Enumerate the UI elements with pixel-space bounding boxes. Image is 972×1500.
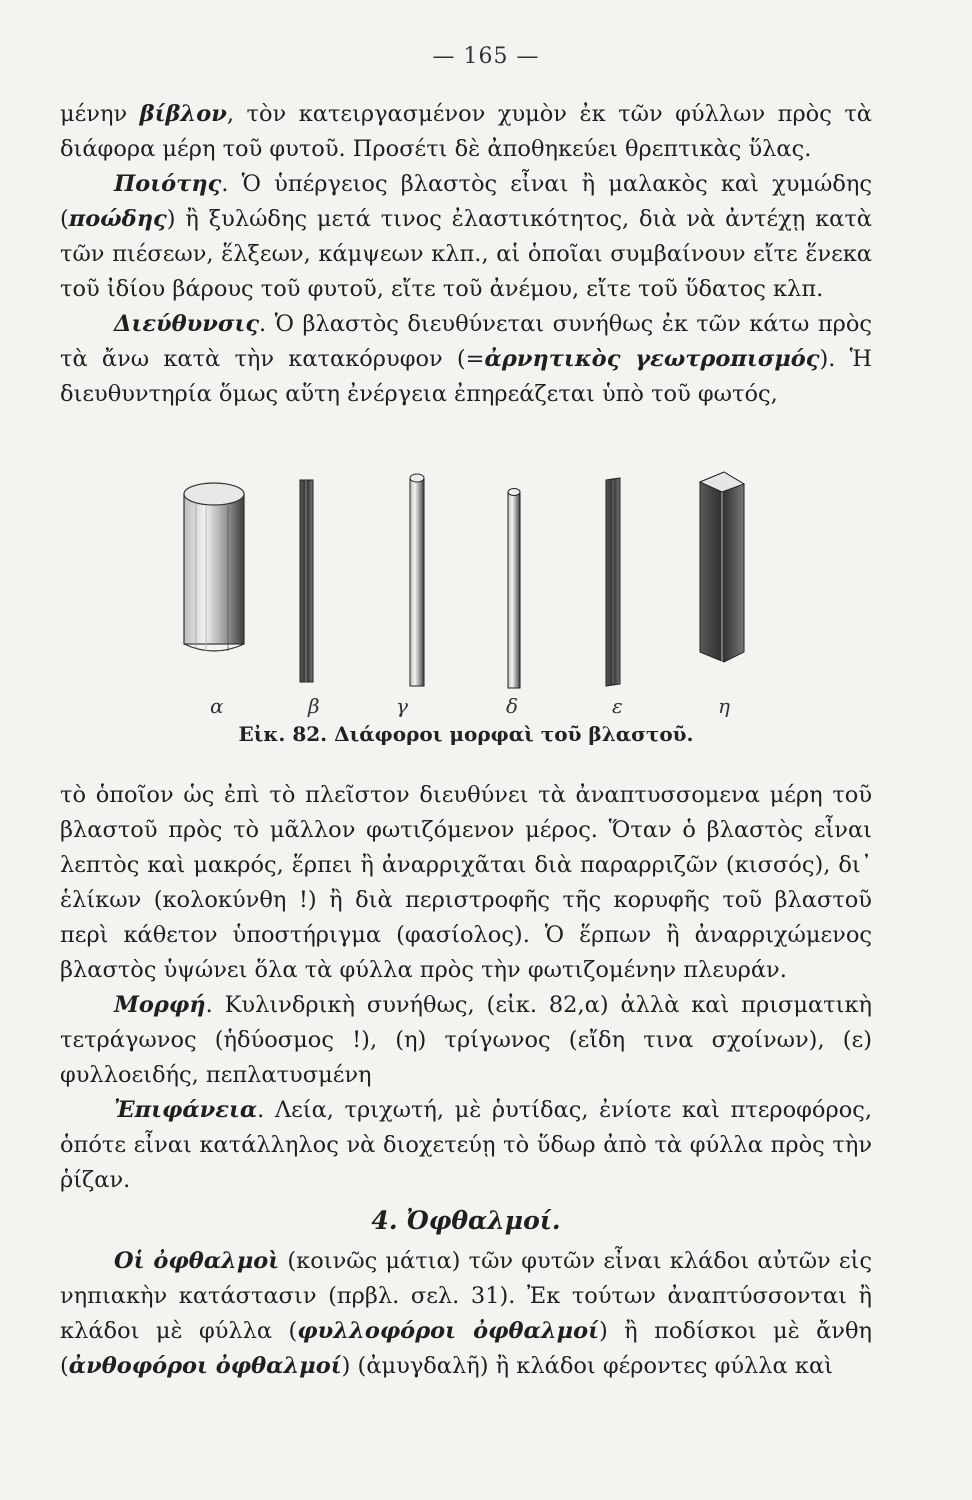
figure-label-epsilon: ε xyxy=(612,694,623,718)
stem-shapes-illustration xyxy=(60,458,872,758)
page-number: — 165 — xyxy=(432,44,540,69)
stem-alpha-cylindrical xyxy=(184,483,244,651)
stem-epsilon-flattened xyxy=(606,478,620,686)
figure-label-delta: δ xyxy=(506,694,519,718)
figure-label-eta: η xyxy=(718,694,730,718)
paragraph-6: Ἐπιφάνεια. Λεία, τριχωτή, μὲ ῥυτίδας, ἐνίοτε καὶ πτεροφόρος, ὁπότε εἶναι κατάλληλος νὰ διοχετεύῃ τὸ ὕδωρ ἀπὸ τὰ φύλλα πρὸς τὴν ῥίζαν. xyxy=(60,1097,872,1193)
paragraph-4: τὸ ὁποῖον ὡς ἐπὶ τὸ πλεῖστον διευθύνει τὰ ἀναπτυσσομενα μέρη τοῦ βλαστοῦ πρὸς τὸ μᾶλλον φωτιζόμενον μέρος. Ὅταν ὁ βλαστὸς εἶναι λεπτὸς καὶ μακρός, ἕρπει ἢ ἀναρριχᾶται διὰ παραρριζῶν (κισσός), δι᾿ ἑλίκων (κολοκύνθη !) ἢ διὰ περιστροφῆς τῆς κορυφῆς τοῦ βλαστοῦ περὶ κάθετον ὑποστήριγμα (φασίολος). Ὁ ἕρπων ἢ ἀναρριχώμενος βλαστὸς ὑψώνει ὅλα τὰ φύλλα πρὸς τὴν φωτιζομένην πλευράν. xyxy=(60,782,872,983)
term-geotropismos: ἀρνητικὸς γεωτροπισμός xyxy=(484,346,820,372)
stem-eta-triangular xyxy=(700,472,744,662)
stem-beta xyxy=(300,480,313,682)
figure-label-alpha: α xyxy=(210,694,224,718)
term-dieuthynsis: Διεύθυνσις xyxy=(114,311,260,337)
stem-delta xyxy=(508,489,520,689)
term-poiotis: Ποιότης xyxy=(114,171,222,197)
paragraph-3: Διεύθυνσις. Ὁ βλαστὸς διευθύνεται συνήθως ἐκ τῶν κάτω πρὸς τὰ ἄνω κατὰ τὴν κατακόρυφον (=ἀρνητικὸς γεωτροπισμός). Ἡ διευθυντηρία ὅμως αὕτη ἐνέργεια ἐπηρεάζεται ὑπὸ τοῦ φωτός, xyxy=(60,311,872,407)
text-block-bottom xyxy=(60,778,872,1384)
stem-gamma xyxy=(410,474,424,686)
term-ofthalmoi: Οἱ ὀφθαλμοὶ xyxy=(114,1248,280,1274)
paragraph-2: Ποιότης. Ὁ ὑπέργειος βλαστὸς εἶναι ἢ μαλακὸς καὶ χυμώδης (ποώδης) ἢ ξυλώδης μετά τινος ἐλαστικότητος, διὰ νὰ ἀντέχῃ κατὰ τῶν πιέσεων, ἕλξεων, κάμψεων κλπ., αἱ ὁποῖαι συμβαίνουν εἴτε ἕνεκα τοῦ ἰδίου βάρους τοῦ φυτοῦ, εἴτε τοῦ ἀνέμου, εἴτε τοῦ ὕδατος κλπ. xyxy=(60,171,872,302)
figure-label-gamma: γ xyxy=(396,694,408,718)
figure-caption: Εἰκ. 82. Διάφοροι μορφαὶ τοῦ βλαστοῦ. xyxy=(238,722,694,746)
term-epifaneia: Ἐπιφάνεια xyxy=(114,1097,258,1123)
term-morfi: Μορφή xyxy=(114,992,206,1018)
term-poodis: ποώδης xyxy=(68,206,167,232)
text-block-top xyxy=(60,97,872,412)
figure-82 xyxy=(60,458,872,758)
term-fylloforoi: φυλλοφόροι ὀφθαλμοί xyxy=(297,1318,599,1344)
figure-label-beta: β xyxy=(308,694,320,718)
paragraph-1: μένην βίβλον, τὸν κατειργασμένον χυμὸν ἐκ τῶν φύλλων πρὸς τὰ διάφορα μέρη τοῦ φυτοῦ. Προσέτι δὲ ἀποθηκεύει θρεπτικὰς ὕλας. xyxy=(60,101,872,162)
paragraph-7: Οἱ ὀφθαλμοὶ (κοινῶς μάτια) τῶν φυτῶν εἶναι κλάδοι αὐτῶν εἰς νηπιακὴν κατάστασιν (πρβλ. σελ. 31). Ἐκ τούτων ἀναπτύσσονται ἢ κλάδοι μὲ φύλλα (φυλλοφόροι ὀφθαλμοί) ἢ ποδίσκοι μὲ ἄνθη (ἀνθοφόροι ὀφθαλμοί) (ἀμυγδαλῆ) ἢ κλάδοι φέροντες φύλλα καὶ xyxy=(60,1248,872,1379)
section-heading-ofthalmoi: 4. Ὀφθαλμοί. xyxy=(371,1206,561,1235)
term-vivlon: βίβλον xyxy=(139,101,227,127)
paragraph-5: Μορφή. Κυλινδρικὴ συνήθως, (εἰκ. 82,α) ἀλλὰ καὶ πρισματικὴ τετράγωνος (ἡδύοσμος !), (η) τρίγωνος (εἴδη τινα σχοίνων), (ε) φυλλοειδής, πεπλατυσμένη xyxy=(60,992,872,1088)
term-anthoforoi: ἀνθοφόροι ὀφθαλμοί xyxy=(68,1353,342,1379)
